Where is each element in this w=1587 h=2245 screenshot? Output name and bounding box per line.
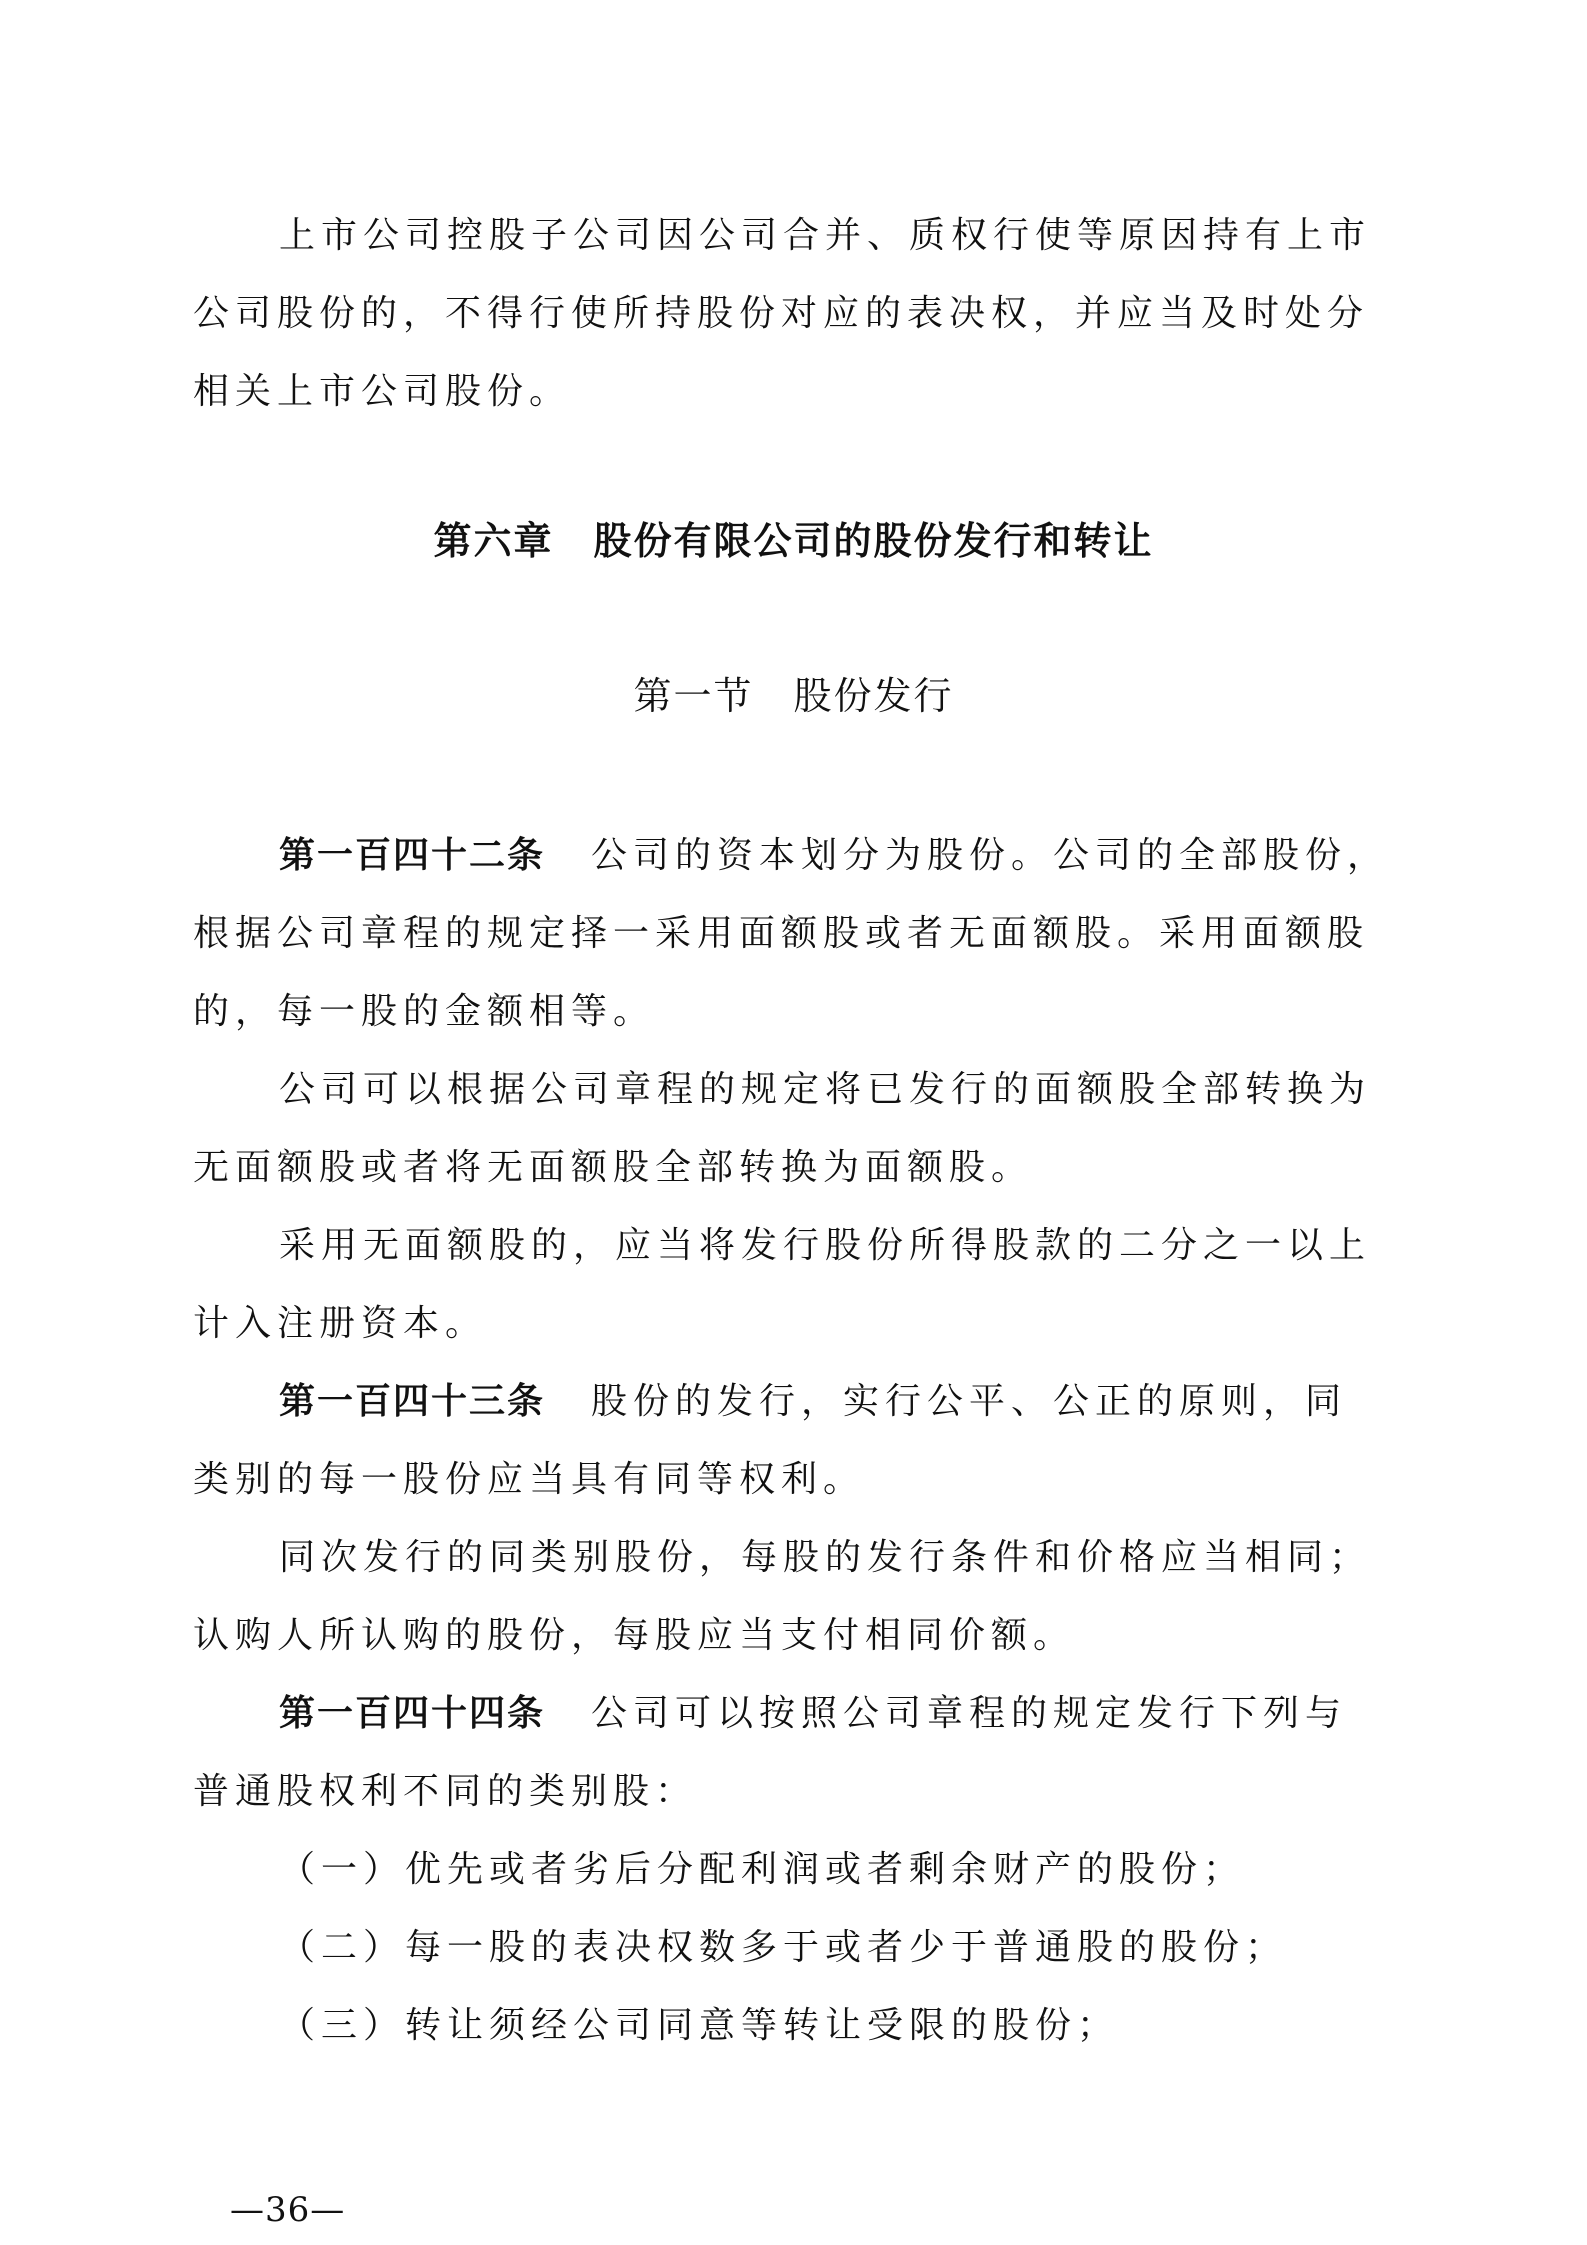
list-item: （二）每一股的表决权数多于或者少于普通股的股份； xyxy=(279,1927,1288,1968)
paragraph-line: 相关上市公司股份。 xyxy=(193,371,572,412)
paragraph-line: 上市公司控股子公司因公司合并、质权行使等原因持有上市 xyxy=(279,215,1372,256)
article-number: 第一百四十四条 xyxy=(279,1693,546,1734)
paragraph-line: 采用无面额股的，应当将发行股份所得股款的二分之一以上 xyxy=(279,1225,1372,1266)
article-142-line-1 xyxy=(279,830,1390,882)
paragraph-line: 的，每一股的金额相等。 xyxy=(193,991,656,1032)
list-item: （一）优先或者劣后分配利润或者剩余财产的股份； xyxy=(279,1849,1246,1890)
article-143-line-1 xyxy=(279,1376,1369,1428)
paragraph-line: 公司可以根据公司章程的规定将已发行的面额股全部转换为 xyxy=(279,1069,1372,1110)
paragraph-line: 普通股权利不同的类别股： xyxy=(193,1771,698,1812)
article-text: 公司的资本划分为股份。公司的全部股份， xyxy=(591,835,1390,876)
paragraph-line: 认购人所认购的股份，每股应当支付相同价额。 xyxy=(193,1615,1076,1656)
paragraph-line: 无面额股或者将无面额股全部转换为面额股。 xyxy=(193,1147,1034,1188)
article-number: 第一百四十三条 xyxy=(279,1381,546,1422)
paragraph-line: 根据公司章程的规定择一采用面额股或者无面额股。采用面额股 xyxy=(193,913,1370,954)
page-number: —36— xyxy=(230,2190,346,2230)
list-item: （三）转让须经公司同意等转让受限的股份； xyxy=(279,2005,1120,2046)
article-number: 第一百四十二条 xyxy=(279,835,546,876)
article-text: 公司可以按照公司章程的规定发行下列与 xyxy=(591,1693,1348,1734)
section-title: 第一节 股份发行 xyxy=(633,674,954,718)
article-text: 股份的发行，实行公平、公正的原则，同 xyxy=(591,1381,1348,1422)
chapter-title: 第六章 股份有限公司的股份发行和转让 xyxy=(433,519,1154,563)
paragraph-line: 计入注册资本。 xyxy=(193,1303,488,1344)
article-144-line-1 xyxy=(279,1688,1369,1740)
paragraph-line: 类别的每一股份应当具有同等权利。 xyxy=(193,1459,866,1500)
paragraph-line: 同次发行的同类别股份，每股的发行条件和价格应当相同； xyxy=(279,1537,1372,1578)
paragraph-line: 公司股份的，不得行使所持股份对应的表决权，并应当及时处分 xyxy=(193,293,1370,334)
